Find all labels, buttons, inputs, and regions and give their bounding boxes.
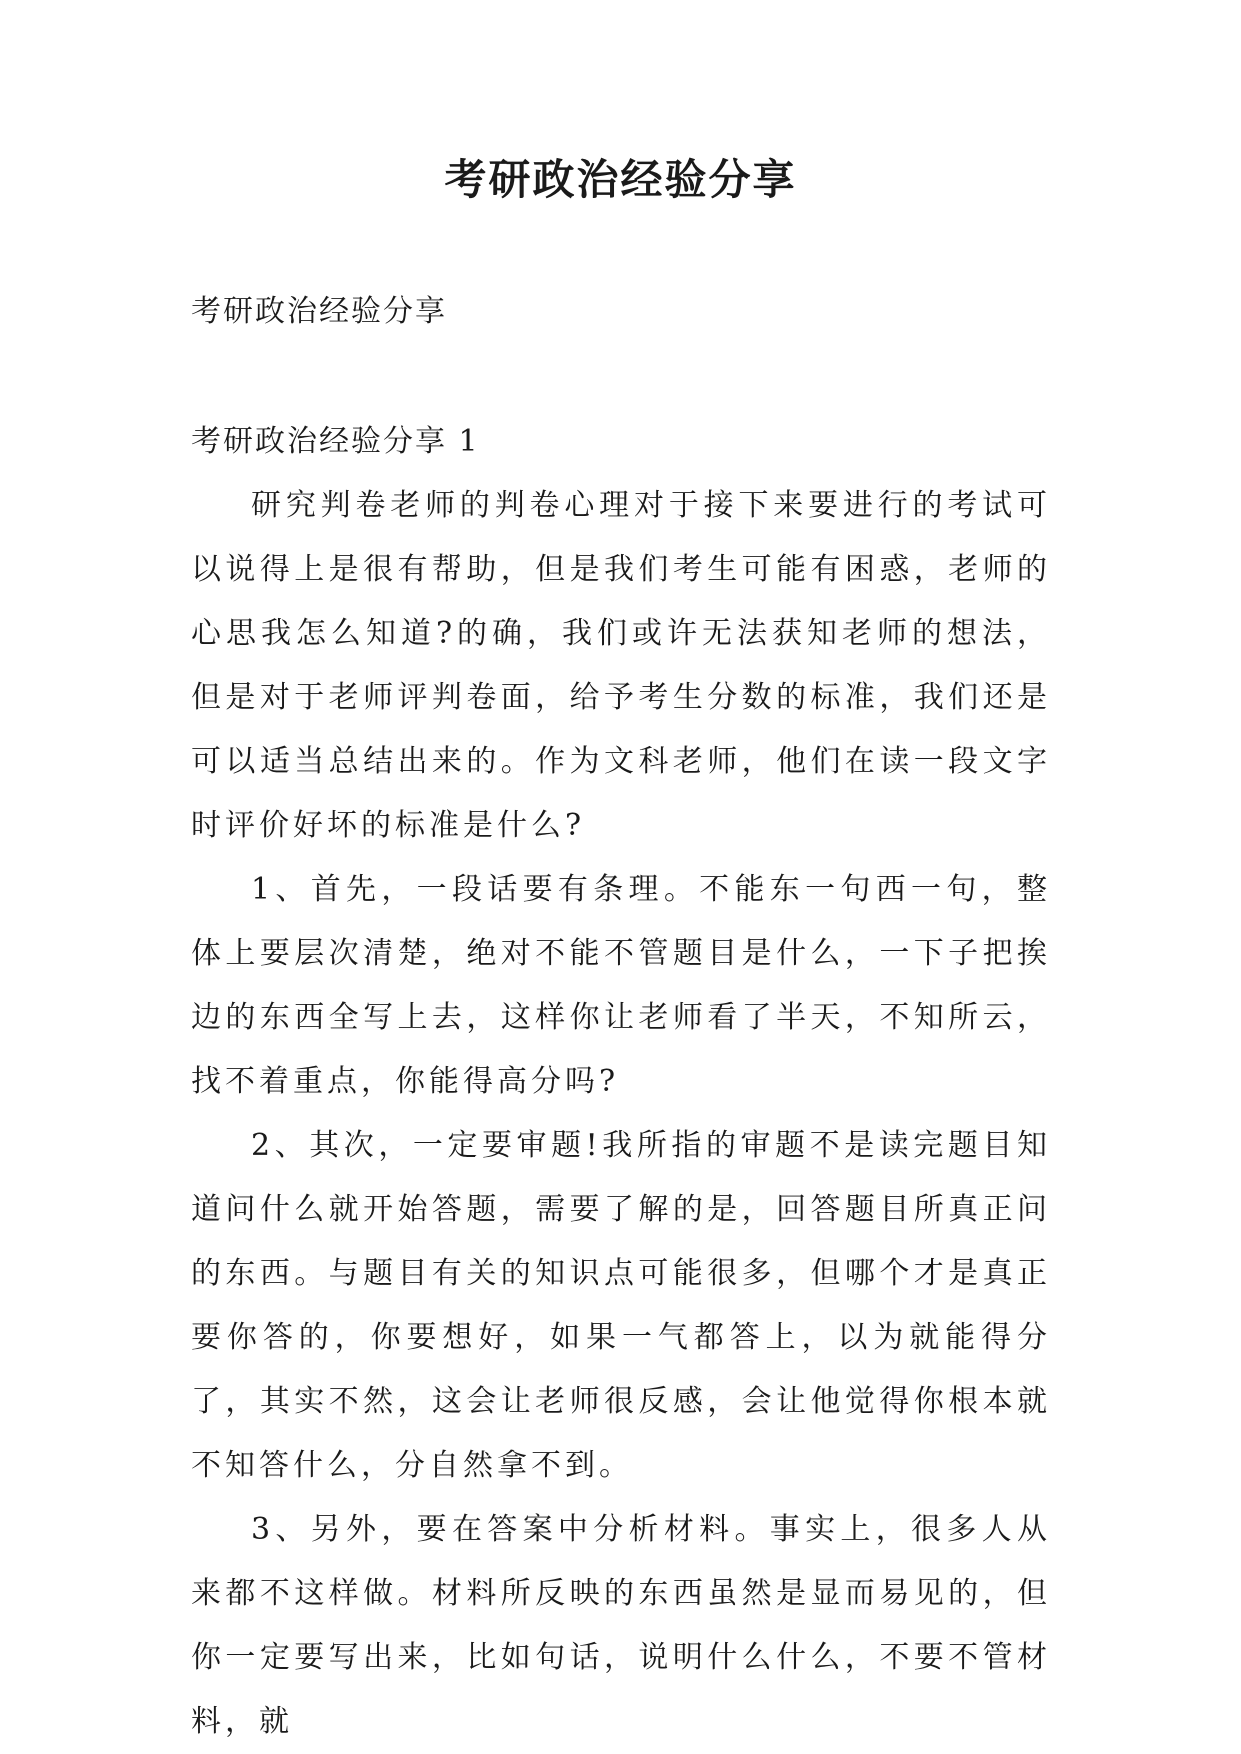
document-subtitle: 考研政治经验分享	[191, 294, 447, 329]
paragraph-point-3: 3、另外，要在答案中分析材料。事实上，很多人从来都不这样做。材料所反映的东西虽然是显而易见的，但你一定要写出来，比如句话，说明什么什么，不要不管材料，就	[191, 1512, 1051, 1739]
paragraph-intro: 研究判卷老师的判卷心理对于接下来要进行的考试可以说得上是很有帮助，但是我们考生可能有困惑，老师的心思我怎么知道?的确，我们或许无法获知老师的想法，但是对于老师评判卷面，给予考生分数的标准，我们还是可以适当总结出来的。作为文科老师，他们在读一段文字时评价好坏的标准是什么?	[191, 488, 1051, 843]
paragraph-point-1: 1、首先，一段话要有条理。不能东一句西一句，整体上要层次清楚，绝对不能不管题目是什么，一下子把挨边的东西全写上去，这样你让老师看了半天，不知所云，找不着重点，你能得高分吗?	[191, 872, 1051, 1099]
section-heading: 考研政治经验分享 1	[191, 424, 480, 459]
paragraph-point-2: 2、其次，一定要审题!我所指的审题不是读完题目知道问什么就开始答题，需要了解的是，回答题目所真正问的东西。与题目有关的知识点可能很多，但哪个才是真正要你答的，你要想好，如果一气都答上，以为就能得分了，其实不然，这会让老师很反感，会让他觉得你根本就不知答什么，分自然拿不到。	[191, 1128, 1051, 1483]
page-title: 考研政治经验分享	[444, 155, 797, 204]
document-body	[191, 410, 1051, 1754]
